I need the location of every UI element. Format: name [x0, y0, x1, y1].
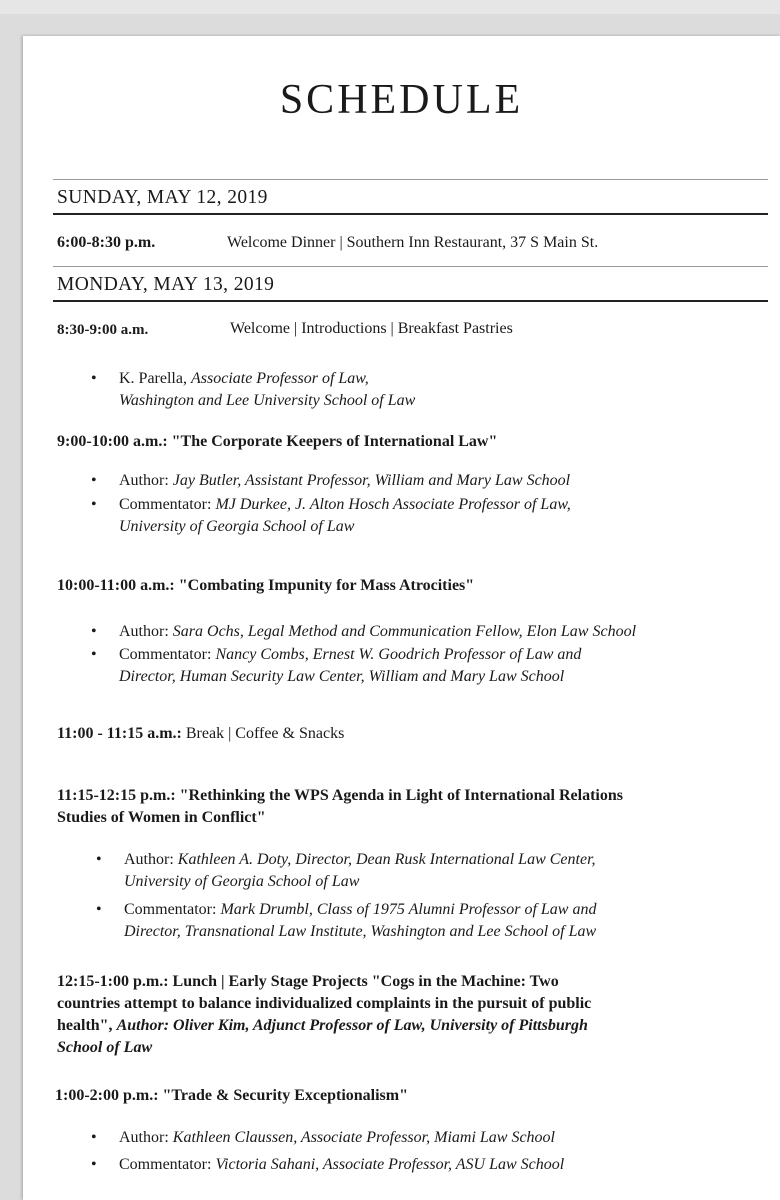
author-text: Kathleen Claussen, Associate Professor, Miami Law School [172, 1129, 555, 1146]
commentator-label: Commentator: [119, 646, 212, 663]
time-label: 11:15-12:15 p.m.: [57, 787, 176, 804]
author-label: Author: [119, 1129, 169, 1146]
commentator-item [119, 494, 571, 538]
commentator-affiliation: Director, Transnational Law Institute, Washington and Lee School of Law [124, 923, 597, 940]
event-description: Welcome Dinner | Southern Inn Restaurant, 37 S Main St. [227, 234, 599, 251]
session-heading [55, 1085, 408, 1107]
commentator-label: Commentator: [119, 496, 212, 513]
commentator-text: Nancy Combs, Ernest W. Goodrich Professor of Law and [215, 646, 582, 663]
speaker-role: Associate Professor of Law, [190, 370, 369, 387]
commentator-text: Mark Drumbl, Class of 1975 Alumni Professor of Law and [220, 901, 597, 918]
author-text: Jay Butler, Assistant Professor, William and Mary Law School [172, 472, 571, 489]
commentator-item [124, 899, 596, 943]
bullet-icon: • [96, 901, 102, 918]
break-row [57, 723, 344, 745]
author-item [119, 621, 636, 643]
divider [53, 179, 768, 180]
divider [53, 213, 768, 215]
author-text: Kathleen A. Doty, Director, Dean Rusk International Law Center, [177, 851, 596, 868]
lunch-line: countries attempt to balance individualized complaints in the pursuit of public [57, 995, 592, 1012]
session-title: "The Corporate Keepers of International Law" [171, 433, 498, 450]
lunch-line: 12:15-1:00 p.m.: Lunch | Early Stage Projects "Cogs in the Machine: Two [57, 973, 559, 990]
time-label: 9:00-10:00 a.m.: [57, 433, 168, 450]
bullet-icon: • [91, 472, 97, 489]
top-bar [0, 0, 780, 14]
author-affiliation: University of Georgia School of Law [124, 873, 360, 890]
commentator-text: MJ Durkee, J. Alton Hosch Associate Professor of Law, [215, 496, 571, 513]
session-title: "Trade & Security Exceptionalism" [162, 1087, 408, 1104]
author-text: Sara Ochs, Legal Method and Communication Fellow, Elon Law School [172, 623, 637, 640]
lunch-block [57, 971, 591, 1059]
author-item [119, 1127, 555, 1149]
speaker-affiliation: Washington and Lee University School of Law [119, 392, 416, 409]
commentator-label: Commentator: [119, 1156, 212, 1173]
bullet-icon: • [91, 496, 97, 513]
lunch-author-affiliation: School of Law [57, 1039, 153, 1056]
commentator-item [119, 644, 581, 688]
bullet-icon: • [91, 370, 97, 387]
bullet-icon: • [96, 851, 102, 868]
author-label: Author: [124, 851, 174, 868]
time-label: 11:00 - 11:15 a.m.: [57, 725, 182, 742]
time-label: 10:00-11:00 a.m.: [57, 577, 175, 594]
time-label: 6:00-8:30 p.m. [57, 234, 156, 251]
commentator-affiliation: University of Georgia School of Law [119, 518, 355, 535]
page-title: SCHEDULE [279, 77, 524, 123]
day-heading-monday: MONDAY, MAY 13, 2019 [57, 274, 275, 295]
time-label: 1:00-2:00 p.m.: [55, 1087, 159, 1104]
author-item [119, 470, 570, 492]
bullet-icon: • [91, 646, 97, 663]
session-heading [57, 785, 623, 829]
time-label: 8:30-9:00 a.m. [57, 322, 149, 338]
session-heading [57, 575, 474, 597]
event-description: Break | Coffee & Snacks [185, 725, 345, 742]
commentator-text: Victoria Sahani, Associate Professor, ASU Law School [215, 1156, 565, 1173]
bullet-icon: • [91, 1129, 97, 1146]
event-description: Welcome | Introductions | Breakfast Pastries [230, 320, 513, 337]
bullet-icon: • [91, 623, 97, 640]
commentator-affiliation: Director, Human Security Law Center, William and Mary Law School [119, 668, 565, 685]
document-page [23, 36, 780, 1200]
schedule-row-dinner [57, 232, 155, 254]
session-heading [57, 431, 497, 453]
author-label: Author: [119, 472, 169, 489]
speaker-name: K. Parella, [119, 370, 187, 387]
divider [53, 266, 768, 267]
day-heading-sunday: SUNDAY, MAY 12, 2019 [57, 187, 268, 208]
divider [53, 300, 768, 302]
lunch-author: Author: Oliver Kim, Adjunct Professor of Law, University of Pittsburgh [116, 1017, 588, 1034]
commentator-label: Commentator: [124, 901, 217, 918]
session-title-cont: Studies of Women in Conflict" [57, 809, 266, 826]
session-title: "Rethinking the WPS Agenda in Light of International Relations [179, 787, 623, 804]
speaker-item [119, 368, 415, 412]
bullet-icon: • [91, 1156, 97, 1173]
commentator-item [119, 1154, 564, 1176]
lunch-line: health", [57, 1017, 113, 1034]
author-item [124, 849, 596, 893]
session-title: "Combating Impunity for Mass Atrocities" [178, 577, 475, 594]
author-label: Author: [119, 623, 169, 640]
